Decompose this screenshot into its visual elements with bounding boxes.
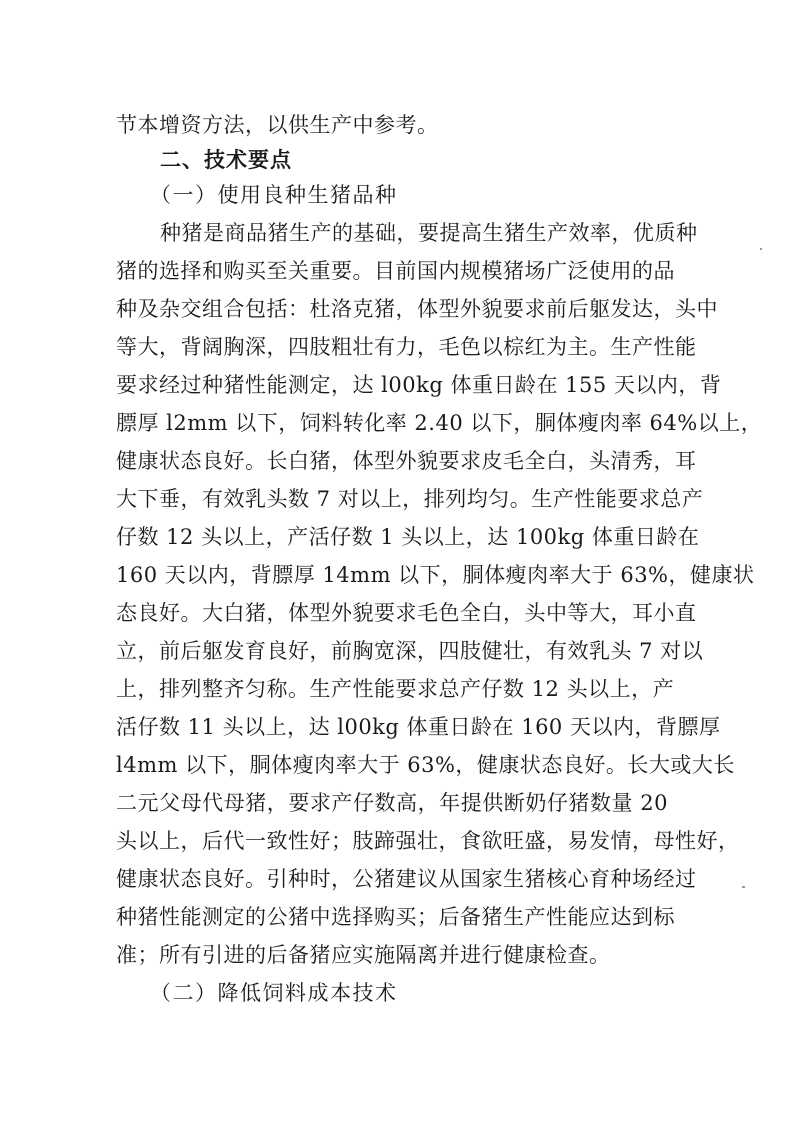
paragraph-line-14: 活仔数 11 头以上，达 l00kg 体重日龄在 160 天以内，背膘厚 xyxy=(116,715,721,739)
paragraph-line-19: 种猪性能测定的公猪中选择购买；后备猪生产性能应达到标 xyxy=(116,905,675,929)
paragraph-line-16: 二元父母代母猪，要求产仔数高，年提供断奶仔猪数量 20 xyxy=(116,791,668,815)
paragraph-line-9: 仔数 12 头以上，产活仔数 1 头以上，达 100kg 体重日龄在 xyxy=(116,525,700,549)
paragraph-line-6: 膘厚 l2mm 以下，饲料转化率 2.40 以下，胴体瘦肉率 64%以上， xyxy=(116,411,763,435)
paragraph-line-10: 160 天以内，背膘厚 14mm 以下，胴体瘦肉率大于 63%，健康状 xyxy=(116,563,755,587)
paragraph-line-20: 准；所有引进的后备猪应实施隔离并进行健康检查。 xyxy=(116,943,611,967)
scan-speck xyxy=(742,886,745,888)
text-line-1: 节本增资方法，以供生产中参考。 xyxy=(116,113,439,137)
paragraph-line-8: 大下垂，有效乳头数 7 对以上，排列均匀。生产性能要求总产 xyxy=(116,487,704,511)
subsection-heading-2: （二）降低饲料成本技术 xyxy=(150,981,398,1005)
paragraph-line-12: 立，前后躯发育良好，前胸宽深，四肢健壮，有效乳头 7 对以 xyxy=(116,639,704,663)
scan-speck xyxy=(760,248,762,250)
paragraph-line-7: 健康状态良好。长白猪，体型外貌要求皮毛全白，头清秀，耳 xyxy=(116,449,697,473)
paragraph-line-3: 种及杂交组合包括：杜洛克猪，体型外貌要求前后躯发达，头中 xyxy=(116,297,718,321)
section-heading-technical-points: 二、技术要点 xyxy=(160,147,292,172)
paragraph-line-13: 上，排列整齐匀称。生产性能要求总产仔数 12 头以上，产 xyxy=(116,677,675,701)
paragraph-line-1: 种猪是商品猪生产的基础，要提高生猪生产效率，优质种 xyxy=(160,221,698,245)
subsection-heading-1: （一）使用良种生猪品种 xyxy=(150,183,398,207)
paragraph-line-15: l4mm 以下，胴体瘦肉率大于 63%，健康状态良好。长大或大长 xyxy=(116,753,735,777)
paragraph-line-5: 要求经过种猪性能测定，达 l00kg 体重日龄在 155 天以内，背 xyxy=(116,373,722,397)
paragraph-line-17: 头以上，后代一致性好；肢蹄强壮，食欲旺盛，易发情，母性好， xyxy=(116,829,740,853)
paragraph-line-4: 等大，背阔胸深，四肢粗壮有力，毛色以棕红为主。生产性能 xyxy=(116,335,697,359)
paragraph-line-18: 健康状态良好。引种时，公猪建议从国家生猪核心育种场经过 xyxy=(116,867,697,891)
paragraph-line-2: 猪的选择和购买至关重要。目前国内规模猪场广泛使用的品 xyxy=(116,259,675,283)
paragraph-line-11: 态良好。大白猪，体型外貌要求毛色全白，头中等大，耳小直 xyxy=(116,601,697,625)
